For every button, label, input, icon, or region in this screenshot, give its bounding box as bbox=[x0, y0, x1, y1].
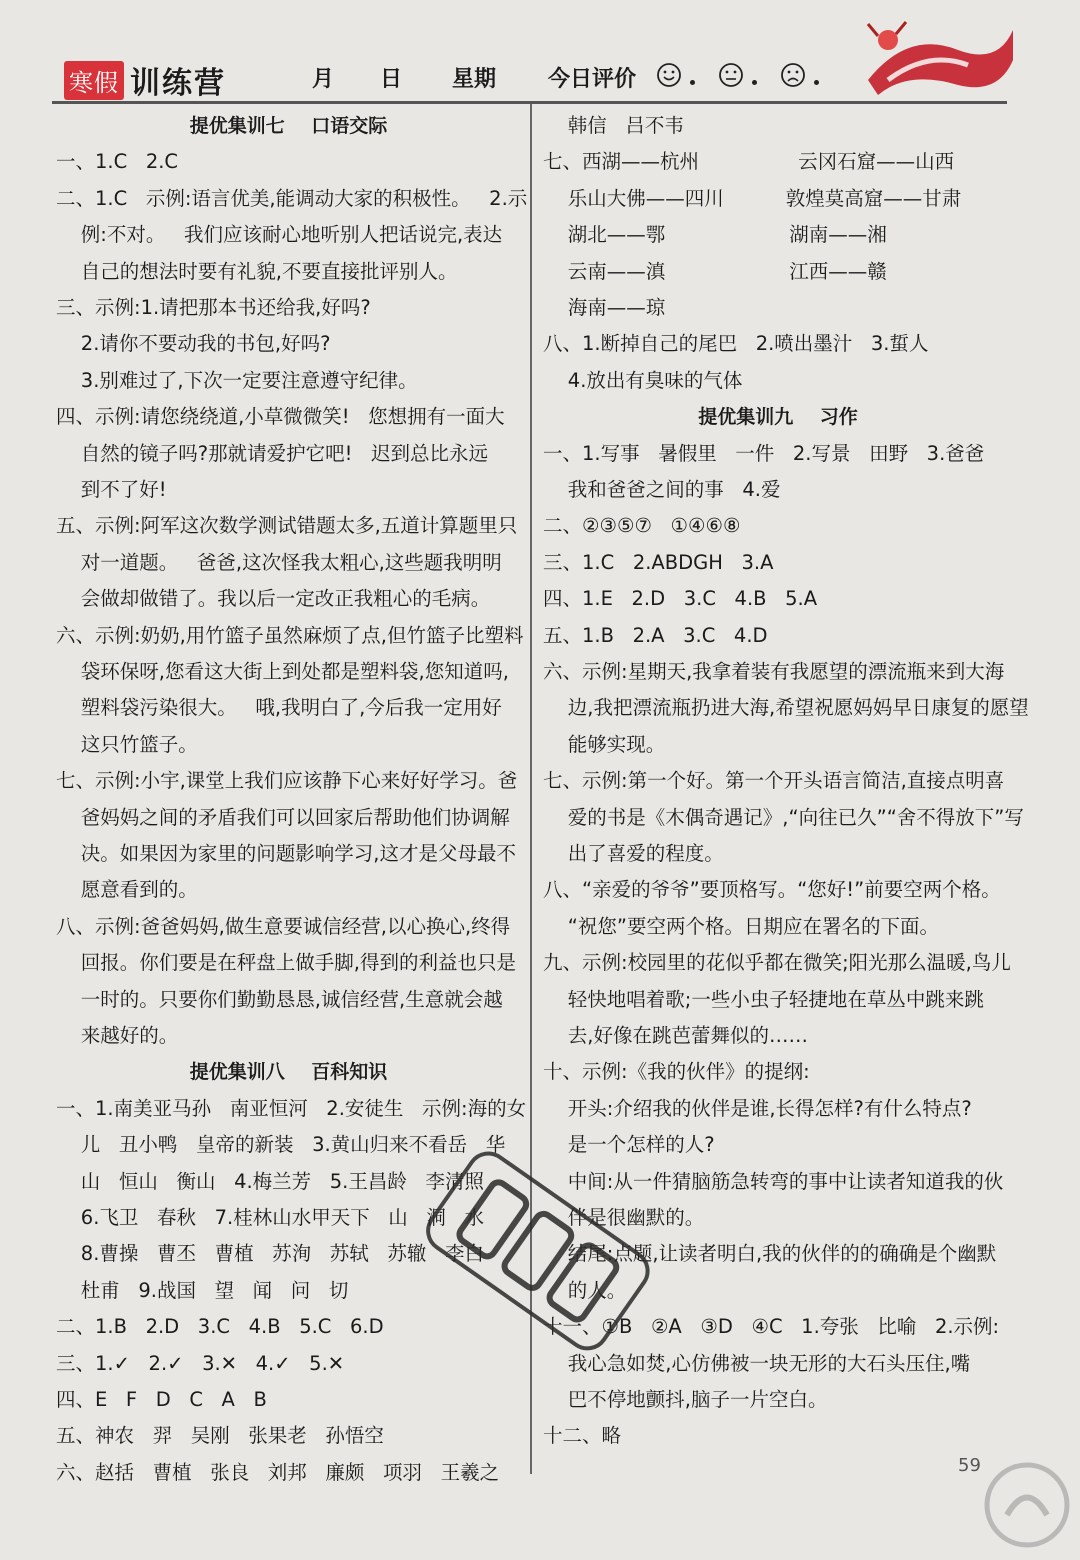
answer-line: 五、1.B 2.A 3.C 4.D bbox=[543, 623, 768, 647]
answer-line: 二、②③⑤⑦ ①④⑥⑧ bbox=[543, 514, 741, 538]
answer-line: 海南——琼 bbox=[543, 296, 666, 319]
answer-line: 六、示例:奶奶,用竹篮子虽然麻烦了点,但竹篮子比塑料 bbox=[56, 623, 524, 647]
page-number: 59 bbox=[958, 1455, 981, 1476]
answer-line: 五、示例:阿军这次数学测试错题太多,五道计算题里只 bbox=[56, 514, 518, 538]
section-heading: 提优集训九 习作 bbox=[698, 406, 858, 429]
answer-line: 爸妈妈之间的矛盾我们可以回家后帮助他们协调解 bbox=[56, 805, 510, 829]
answer-line: 是一个怎样的人? bbox=[543, 1133, 715, 1157]
section-heading: 提优集训七 口语交际 bbox=[189, 115, 388, 137]
answer-line: 回报。你们要是在秤盘上做手脚,得到的利益也只是 bbox=[56, 951, 516, 975]
answer-line: 边,我把漂流瓶扔进大海,希望祝愿妈妈早日康复的愿望 bbox=[543, 696, 1029, 720]
answer-line: 十、示例:《我的伙伴》的提纲: bbox=[543, 1060, 810, 1084]
answer-line: 愿意看到的。 bbox=[56, 878, 198, 902]
site-watermark-logo-icon bbox=[982, 1460, 1072, 1550]
answer-line: 三、示例:1.请把那本书还给我,好吗? bbox=[56, 296, 371, 319]
smile-face-icon bbox=[656, 62, 682, 88]
answer-line: 塑料袋污染很大。 哦,我明白了,今后我一定用好 bbox=[56, 696, 502, 720]
answer-line: 能够实现。 bbox=[543, 732, 666, 756]
day-label: 日 bbox=[380, 67, 403, 92]
answer-line: 一、1.南美亚马孙 南亚恒河 2.安徒生 示例:海的女 bbox=[56, 1096, 527, 1120]
brand bbox=[64, 58, 226, 102]
answer-line: 八、1.断掉自己的尾巴 2.喷出墨汁 3.蜇人 bbox=[543, 332, 929, 356]
answer-line: 来越好的。 bbox=[56, 1024, 179, 1047]
separator-dot bbox=[690, 80, 695, 85]
answer-line: 四、示例:请您绕绕道,小草微微笑! 您想拥有一面大 bbox=[56, 405, 505, 429]
answer-line: 九、示例:校园里的花似乎都在微笑;阳光那么温暖,鸟儿 bbox=[543, 951, 1011, 975]
answer-line: 十一、①B ②A ③D ④C 1.夸张 比喻 2.示例: bbox=[543, 1315, 1000, 1339]
answer-line: 轻快地唱着歌;一些小虫子轻捷地在草丛中跳来跳 bbox=[543, 987, 984, 1011]
sad-face-icon bbox=[780, 62, 806, 88]
section-heading: 提优集训八 百科知识 bbox=[189, 1061, 388, 1084]
decorative-dragon-icon bbox=[848, 10, 1018, 100]
answer-line: 杜甫 9.战国 望 闻 问 切 bbox=[56, 1278, 349, 1302]
answer-line: 3.别难过了,下次一定要注意遵守纪律。 bbox=[56, 368, 418, 392]
answer-line: 乐山大佛——四川 敦煌莫高窟——甘肃 bbox=[543, 186, 962, 210]
answer-line: 一、1.写事 暑假里 一件 2.写景 田野 3.爸爸 bbox=[543, 441, 985, 465]
answer-line: 的人。 bbox=[543, 1278, 627, 1302]
answer-line: 三、1.C 2.ABDGH 3.A bbox=[543, 550, 774, 574]
separator-dot bbox=[752, 80, 757, 85]
page-header bbox=[0, 0, 1080, 110]
answer-line: 三、1.✓ 2.✓ 3.✕ 4.✓ 5.✕ bbox=[56, 1351, 345, 1375]
answer-line: 会做却做错了。我以后一定改正我粗心的毛病。 bbox=[56, 587, 491, 611]
answer-line: 出了喜爱的程度。 bbox=[543, 842, 724, 865]
answer-line: 二、1.C 示例:语言优美,能调动大家的积极性。 2.示 bbox=[56, 186, 528, 210]
brand-tag: 寒假 bbox=[64, 61, 124, 100]
answer-line: 伴是很幽默的。 bbox=[543, 1206, 705, 1229]
answer-line: 儿 丑小鸭 皇帝的新装 3.黄山归来不看岳 华 bbox=[56, 1133, 506, 1157]
answer-line: 六、赵括 曹植 张良 刘邦 廉颇 项羽 王羲之 bbox=[56, 1460, 500, 1484]
answer-line: 我和爸爸之间的事 4.爱 bbox=[543, 478, 781, 501]
answer-line: 湖北——鄂 湖南——湘 bbox=[543, 223, 887, 247]
answer-line: 四、1.E 2.D 3.C 4.B 5.A bbox=[543, 587, 818, 611]
answer-line: 五、神农 羿 吴刚 张果老 孙悟空 bbox=[56, 1424, 384, 1448]
answer-line: 这只竹篮子。 bbox=[56, 732, 198, 756]
answer-line: 七、示例:小宇,课堂上我们应该静下心来好好学习。爸 bbox=[56, 769, 518, 793]
answer-line: 2.请你不要动我的书包,好吗? bbox=[56, 332, 331, 356]
answer-line: “祝您”要空两个格。日期应在署名的下面。 bbox=[543, 914, 939, 938]
answer-line: 一、1.C 2.C bbox=[56, 150, 179, 174]
answer-line: 到不了好! bbox=[56, 478, 167, 501]
answer-line: 巴不停地颤抖,脑子一片空白。 bbox=[543, 1388, 828, 1411]
answer-line: 云南——滇 江西——赣 bbox=[543, 259, 887, 283]
answer-line: 六、示例:星期天,我拿着装有我愿望的漂流瓶来到大海 bbox=[543, 660, 1005, 683]
answer-line: 七、西湖——杭州 云冈石窟——山西 bbox=[543, 150, 955, 174]
answer-line: 结尾:点题,让读者明白,我的伙伴的的确确是个幽默 bbox=[543, 1242, 997, 1266]
answer-line: 自然的镜子吗?那就请爱护它吧! 迟到总比永远 bbox=[56, 441, 489, 465]
weekday-label: 星期 bbox=[452, 67, 497, 92]
answer-line: 自己的想法时要有礼貌,不要直接批评别人。 bbox=[56, 259, 458, 283]
answer-line: 8.曹操 曹丕 曹植 苏洵 苏轼 苏辙 李白 bbox=[56, 1242, 484, 1266]
answer-line: 一时的。只要你们勤勤恳恳,诚信经营,生意就会越 bbox=[56, 987, 503, 1011]
answer-line: 我心急如焚,心仿佛被一块无形的大石头压住,嘴 bbox=[543, 1351, 971, 1375]
answer-line: 决。如果因为家里的问题影响学习,这才是父母最不 bbox=[56, 842, 516, 865]
brand-title: 训练营 bbox=[130, 66, 226, 101]
answer-line: 四、E F D C A B bbox=[56, 1388, 267, 1411]
answer-line: 二、1.B 2.D 3.C 4.B 5.C 6.D bbox=[56, 1315, 384, 1339]
answer-line: 6.飞卫 春秋 7.桂林山水甲天下 山 洞 水 bbox=[56, 1206, 484, 1229]
answer-line: 开头:介绍我的伙伴是谁,长得怎样?有什么特点? bbox=[543, 1096, 972, 1120]
answer-line: 4.放出有臭味的气体 bbox=[543, 368, 743, 392]
separator-dot bbox=[814, 80, 819, 85]
answer-line: 七、示例:第一个好。第一个开头语言简洁,直接点明喜 bbox=[543, 769, 1005, 793]
answer-line: 对一道题。 爸爸,这次怪我太粗心,这些题我明明 bbox=[56, 550, 502, 574]
month-label: 月 bbox=[312, 67, 335, 92]
answer-line: 山 恒山 衡山 4.梅兰芳 5.王昌龄 李清照 bbox=[56, 1169, 484, 1193]
answer-line: 韩信 吕不韦 bbox=[543, 114, 684, 137]
watermark-stamp-icon bbox=[410, 1115, 660, 1395]
rating-label: 今日评价 bbox=[548, 67, 637, 92]
neutral-face-icon bbox=[718, 62, 744, 88]
answer-line: 八、示例:爸爸妈妈,做生意要诚信经营,以心换心,终得 bbox=[56, 914, 511, 938]
answer-line: 十二、略 bbox=[543, 1424, 622, 1448]
answer-line: 八、“亲爱的爷爷”要顶格写。“您好!”前要空两个格。 bbox=[543, 878, 1001, 902]
answer-line: 袋环保呀,您看这大街上到处都是塑料袋,您知道吗, bbox=[56, 660, 509, 683]
answer-line: 例:不对。 我们应该耐心地听别人把话说完,表达 bbox=[56, 223, 503, 247]
answer-line: 中间:从一件猜脑筋急转弯的事中让读者知道我的伙 bbox=[543, 1169, 1004, 1193]
answer-line: 爱的书是《木偶奇遇记》,“向往已久”“舍不得放下”写 bbox=[543, 805, 1024, 829]
answer-line: 去,好像在跳芭蕾舞似的…… bbox=[543, 1024, 808, 1047]
